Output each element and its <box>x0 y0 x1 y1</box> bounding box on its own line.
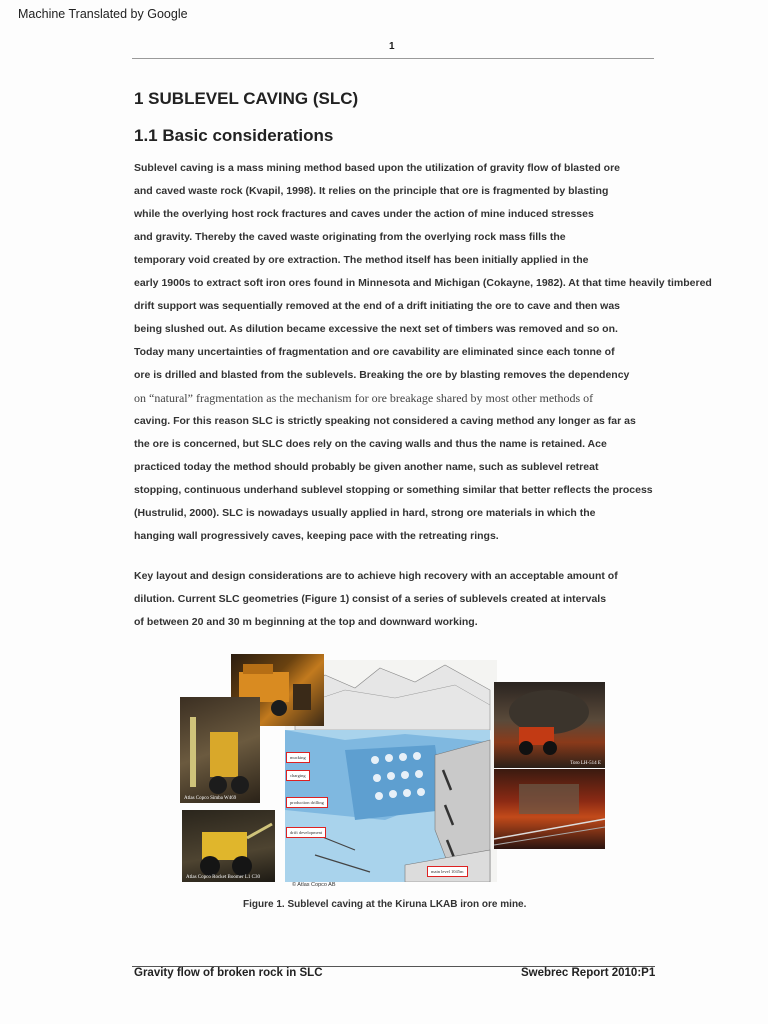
footer-title: Gravity flow of broken rock in SLC <box>134 967 323 979</box>
paragraph-line: being slushed out. As dilution became excessive the next set of timbers was removed and so on. <box>134 323 618 335</box>
figure-caption: Figure 1. Sublevel caving at the Kiruna LKAB iron ore mine. <box>243 899 527 910</box>
paragraph-line: and gravity. Thereby the caved waste originating from the overlying rock mass fills the <box>134 231 566 243</box>
page-number: 1 <box>389 41 395 52</box>
paragraph-line: Sublevel caving is a mass mining method based upon the utilization of gravity flow of blasted ore <box>134 162 620 174</box>
paragraph-line: hanging wall progressively caves, keeping pace with the retreating rings. <box>134 530 499 542</box>
rocket-boomer-image <box>182 810 275 882</box>
machine-translation-banner: Machine Translated by Google <box>18 7 188 21</box>
photo-drill-rig <box>180 697 260 803</box>
paragraph-line: caving. For this reason SLC is strictly speaking not considered a caving method any longer as far as <box>134 415 636 427</box>
caption-toro: Toro LH-514 E <box>570 761 601 766</box>
chapter-heading: 1 SUBLEVEL CAVING (SLC) <box>134 89 359 108</box>
figure-sublevel-caving <box>180 652 606 890</box>
photo-rocket-boomer <box>182 810 275 882</box>
paragraph-line: and caved waste rock (Kvapil, 1998). It relies on the principle that ore is fragmented by blasting <box>134 185 609 197</box>
conveyor-tunnel-image <box>494 769 605 849</box>
figure-copyright: © Atlas Copco AB <box>292 882 336 888</box>
photo-loader <box>494 682 605 768</box>
section-heading: 1.1 Basic considerations <box>134 126 334 145</box>
photo-conveyor-tunnel <box>494 769 605 849</box>
paragraph-line: stopping, continuous underhand sublevel stopping or something similar that better reflects the process <box>134 484 653 496</box>
paragraph-line: of between 20 and 30 m beginning at the top and downward working. <box>134 616 478 628</box>
paragraph-line: early 1900s to extract soft iron ores found in Minnesota and Michigan (Cokayne, 1982). At that time heavily timbered <box>134 277 712 289</box>
footer-report-id: Swebrec Report 2010:P1 <box>521 967 656 979</box>
paragraph-line: dilution. Current SLC geometries (Figure 1) consist of a series of sublevels created at intervals <box>134 593 607 605</box>
paragraph-line: Today many uncertainties of fragmentation and ore cavability are eliminated since each tonne of <box>134 346 615 358</box>
header-divider <box>132 58 654 59</box>
paragraph-line: practiced today the method should probably be given another name, such as sublevel retreat <box>134 461 599 473</box>
paragraph-line: ore is drilled and blasted from the sublevels. Breaking the ore by blasting removes the dependency <box>134 369 630 381</box>
label-mucking: mucking <box>286 752 310 763</box>
paragraph-line: the ore is concerned, but SLC does rely on the caving walls and thus the name is retained. Ace <box>134 438 607 450</box>
body-paragraph-1 <box>134 157 712 548</box>
body-paragraph-2 <box>134 565 618 634</box>
paragraph-line: on “natural” fragmentation as the mechanism for ore breakage shared by most other methods of <box>134 391 594 405</box>
label-production-drilling: production drilling <box>286 797 328 808</box>
drill-rig-image <box>180 697 260 803</box>
label-main-level: main level 1045m <box>427 866 468 877</box>
paragraph-line: (Hustrulid, 2000). SLC is nowadays usually applied in hard, strong ore materials in which the <box>134 507 596 519</box>
loader-image <box>494 682 605 768</box>
paragraph-line: drift support was sequentially removed at the end of a drift initiating the ore to cave and then was <box>134 300 620 312</box>
paragraph-line: temporary void created by ore extraction. The method itself has been initially applied in the <box>134 254 589 266</box>
caption-rocket-boomer: Atlas Copco Rocket Boomer L1 C30 <box>186 875 261 880</box>
label-charging: charging <box>286 770 310 781</box>
paragraph-line: Key layout and design considerations are to achieve high recovery with an acceptable amount of <box>134 570 618 582</box>
paragraph-line: while the overlying host rock fractures and caves under the action of mine induced stresses <box>134 208 594 220</box>
caption-drill-rig: Atlas Copco Simba W469 <box>184 796 237 801</box>
label-drift-development: drift development <box>286 827 326 838</box>
